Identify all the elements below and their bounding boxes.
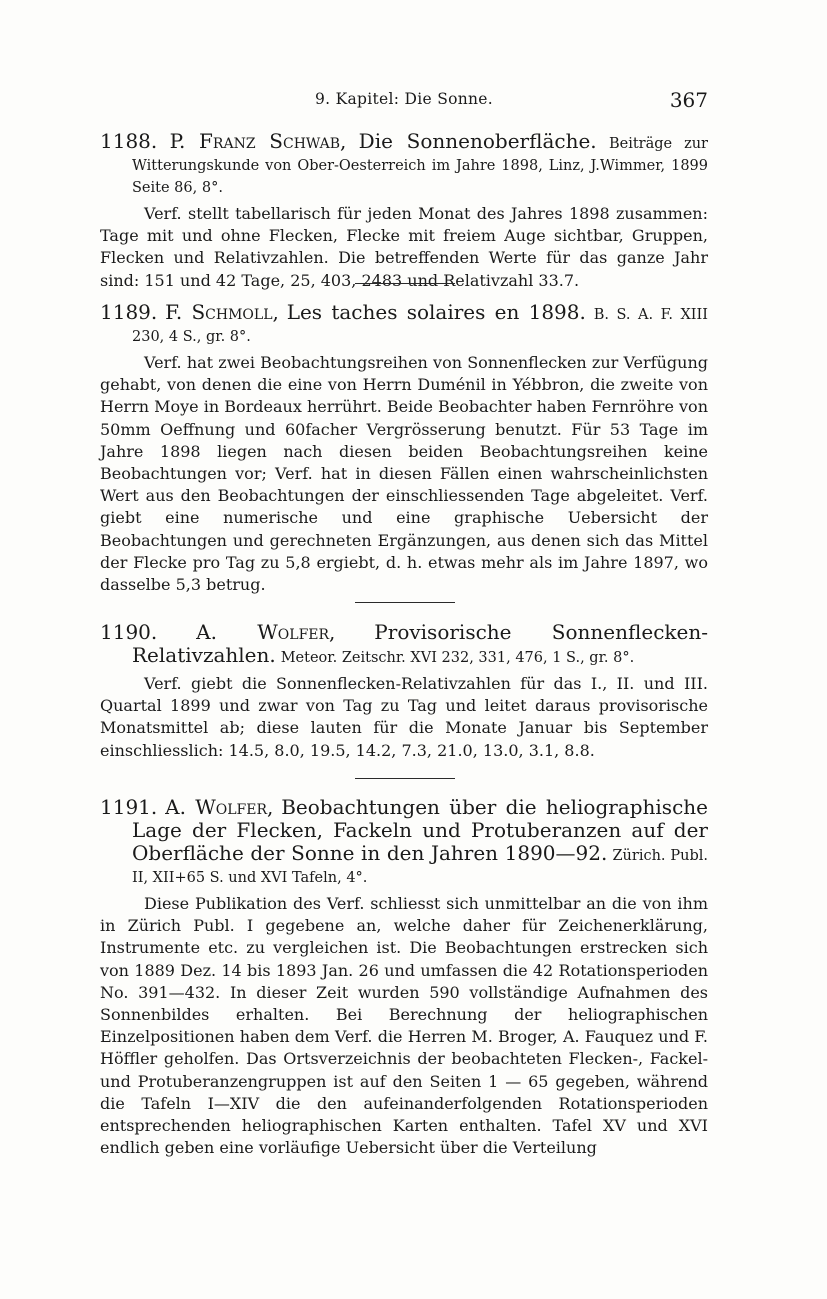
section-divider (355, 283, 455, 284)
entry-number: 1191. (100, 795, 158, 819)
entry-heading (100, 302, 708, 348)
entry-title: Beobachtungen über die heliographische Lage der Flecken, Fackeln und Protuberanzen auf der Oberfläche der Sonne in den Jahren 1890—92. (132, 795, 708, 865)
entry-1188 (100, 131, 708, 292)
entry-body: Verf. stellt tabellarisch für jeden Monat des Jahres 1898 zusammen: Tage mit und ohne Flecken, Flecke mit freiem Auge sichtbar, Gruppen, Flecken und Relativzahlen. Die betreffenden Werte für das ganze Jahr sind: 151 und 42 Tage, 25, 403, 2483 und Relativzahl 33.7. (100, 204, 708, 290)
entry-source: Zürich. Publ. II, XII+65 S. und XVI Tafeln, 4°. (132, 848, 708, 886)
entry-1191 (100, 797, 708, 1159)
entry-author: F. Schmoll, (165, 300, 279, 324)
page-number: 367 (669, 88, 708, 112)
entry-number: 1189. (100, 300, 158, 324)
entry-body: Verf. hat zwei Beobachtungsreihen von Sonnenflecken zur Verfügung gehabt, von denen die eine von Herrn Duménil in Yébbron, die zweite von Herrn Moye in Bordeaux herrührt. Beide Beobachter haben Fernröhre von 50mm Oeffnung und 60facher Vergrösserung benutzt. Für 53 Tage im Jahre 1898 liegen nach diesen beiden Beobachtungsreihen keine Beobachtungen vor; Verf. hat in diesen Fällen einen wahrscheinlichsten Wert aus den Beobachtungen der einschliessenden Tage abgeleitet. Verf. giebt eine numerische und eine graphische Uebersicht der Beobachtungen und gerechneten Ergänzungen, aus denen sich das Mittel der Flecke pro Tag zu 5,8 ergiebt, d. h. etwas mehr als im Jahre 1897, wo dasselbe 5,3 betrug. (100, 353, 708, 595)
entry-body: Diese Publikation des Verf. schliesst sich unmittelbar an die von ihm in Zürich Publ. I gegebene an, welche daher für Zeichenerklärung, Instrumente etc. zu vergleichen ist. Die Beobachtungen erstrecken sich von 1889 Dez. 14 bis 1893 Jan. 26 und umfassen die 42 Rotationsperioden No. 391—432. In dieser Zeit wurden 590 vollständige Aufnahmen des Sonnenbildes erhalten. Bei Berechnung der heliographischen Einzelpositionen haben dem Verf. die Herren M. Broger, A. Fauquez und F. Höffler geholfen. Das Ortsverzeichnis der beobachteten Flecken-, Fackel- und Protuberanzengruppen ist auf den Seiten 1 — 65 gegeben, während die Tafeln I—XIV die den aufeinanderfolgenden Rotationsperioden entsprechenden heliographischen Karten enthalten. Tafel XV und XVI endlich geben eine vorläufige Uebersicht über die Verteilung (100, 894, 708, 1158)
entry-source: Beiträge zur Witterungskunde von Ober-Oesterreich im Jahre 1898, Linz, J.Wimmer, 1899 Seite 86, 8°. (132, 136, 708, 196)
entry-1190 (100, 622, 708, 762)
entry-author: P. Franz Schwab, (169, 129, 347, 153)
entry-author: A. Wolfer, (165, 795, 274, 819)
entry-title: Die Sonnenoberfläche. (358, 129, 597, 153)
section-divider (355, 602, 455, 603)
chapter-title: 9. Kapitel: Die Sonne. (314, 90, 494, 108)
entry-number: 1190. (100, 620, 158, 644)
entry-heading (100, 622, 708, 669)
entry-number: 1188. (100, 129, 158, 153)
entry-body: Verf. giebt die Sonnenflecken-Relativzahlen für das I., II. und III. Quartal 1899 und zwar von Tag zu Tag und leitet daraus provisorische Monatsmittel ab; diese lauten für die Monate Januar bis September einschliesslich: 14.5, 8.0, 19.5, 14.2, 7.3, 21.0, 13.0, 3.1, 8.8. (100, 674, 708, 760)
entry-1189 (100, 302, 708, 596)
running-head (100, 88, 708, 114)
entry-title: Les taches solaires en 1898. (286, 300, 586, 324)
entry-source: B. S. A. F. XIII 230, 4 S., gr. 8°. (132, 307, 708, 345)
entry-source: Meteor. Zeitschr. XVI 232, 331, 476, 1 S., gr. 8°. (280, 650, 635, 666)
entry-heading (100, 131, 708, 199)
entry-heading (100, 797, 708, 889)
section-divider (355, 778, 455, 779)
entry-title: Provisorische Sonnenflecken-Relativzahlen. (132, 620, 708, 667)
entry-author: A. Wolfer, (196, 620, 336, 644)
